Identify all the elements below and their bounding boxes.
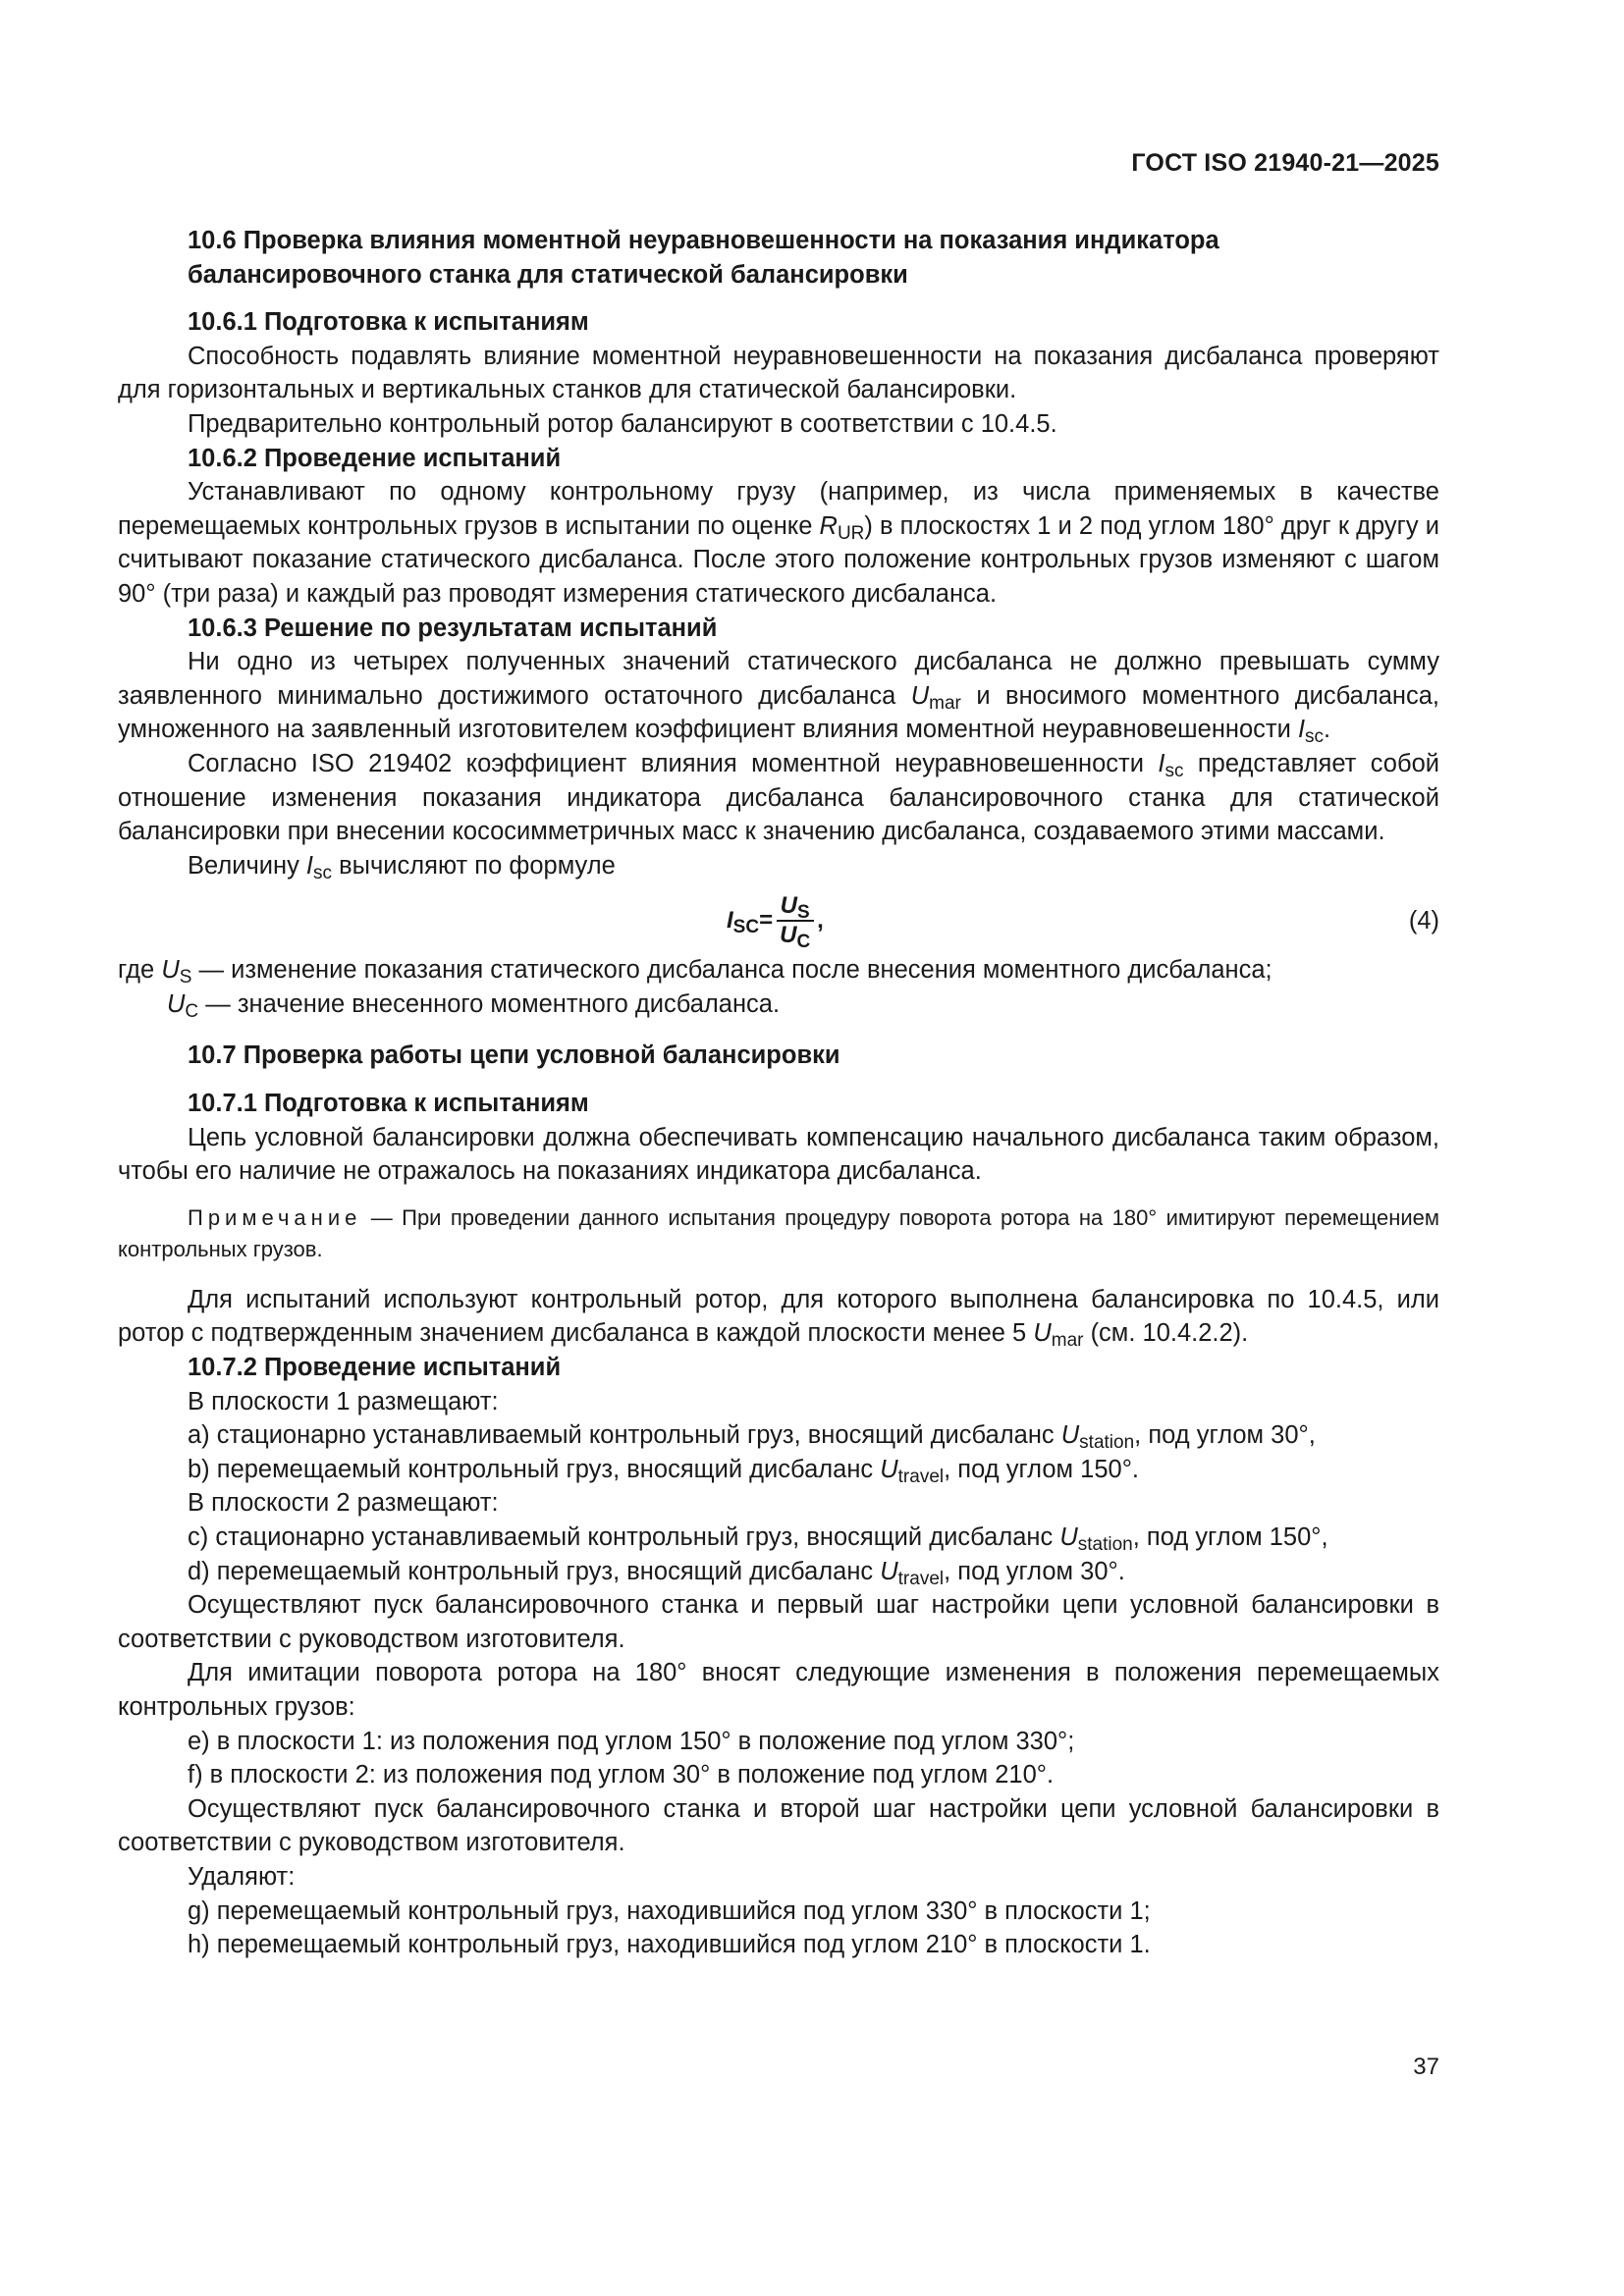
paragraph: Способность подавлять влияние моментной неуравновешенности на показания дисбаланса проверяют для горизонтальных и вертикальных станков для статической балансировки. (118, 342, 1439, 404)
section-title-line: 10.6 Проверка влияния моментной неуравновешенности на показания индикатора (188, 227, 1219, 254)
where-line: $U_C$ — значение внесенного моментного дисбаланса. (167, 989, 781, 1022)
section-10-7-title: 10.7 Проверка работы цепи условной балансировки (188, 1041, 840, 1070)
paragraph: Предварительно контрольный ротор балансируют в соответствии с 10.4.5. (188, 409, 1057, 438)
note: Примечание — При проведении данного испытания процедуру поворота ротора на 180° имитируют перемещением контрольных грузов. (118, 1204, 1439, 1261)
paragraph: Устанавливают по одному контрольному грузу (например, из числа применяемых в качестве перемещаемых контрольных грузов в испытании по оценке $R_{UR}$) в плоскостях 1 и 2 под углом 180° друг к другу и считывают показание статического дисбаланса. После этого положение контрольных грузов изменяют с шагом 90° (три раза) и каждый раз проводят измерения статического дисбаланса. (118, 478, 1439, 608)
formula-4: $I_{SC}$ = $\frac{U_S}{U_C}$ , (727, 892, 824, 953)
page-number: 37 (1413, 2054, 1439, 2080)
paragraph: Согласно ISO 219402 коэффициент влияния моментной неуравновешенности $I_{sc}$ представляет собой отношение изменения показания индикатора дисбаланса балансировочного станка для статической балансировки при внесении кососимметричных масс к значению дисбаланса, создаваемого этими массами. (118, 749, 1439, 846)
paragraph: Для испытаний используют контрольный ротор, для которого выполнена балансировка по 10.4.5, или ротор с подтвержденным значением дисбаланса в каждой плоскости менее 5 $U_{mar}$ (см. 10.4.2.2). (118, 1285, 1439, 1352)
list-item: b) перемещаемый контрольный груз, вносящий дисбаланс $U_{travel}$, под углом 150°. (188, 1455, 1139, 1487)
paragraph: В плоскости 1 размещают: (188, 1387, 499, 1415)
section-title-line: балансировочного станка для статической балансировки (188, 260, 908, 289)
formula-row (118, 886, 1439, 953)
list-item: d) перемещаемый контрольный груз, вносящий дисбаланс $U_{travel}$, под углом 30°. (188, 1557, 1125, 1589)
paragraph: Ни одно из четырех полученных значений статического дисбаланса не должно превышать сумму заявленного минимально достижимого остаточного дисбаланса $U_{mar}$ и вносимого моментного дисбаланса, умноженного на заявленный изготовителем коэффициент влияния моментной неуравновешенности $I_{sc}$. (118, 648, 1439, 748)
paragraph: Осуществляют пуск балансировочного станка и первый шаг настройки цепи условной балансировки в соответствии с руководством изготовителя. (118, 1591, 1439, 1653)
document-header: ГОСТ ISO 21940-21—2025 (1131, 149, 1439, 177)
paragraph: В плоскости 2 размещают: (188, 1489, 499, 1518)
subsection-10-6-3-title: 10.6.3 Решение по результатам испытаний (188, 614, 718, 642)
paragraph: Осуществляют пуск балансировочного станка и второй шаг настройки цепи условной балансировки в соответствии с руководством изготовителя. (118, 1794, 1439, 1857)
subsection-10-7-2-title: 10.7.2 Проведение испытаний (188, 1354, 562, 1382)
subsection-10-6-1-title: 10.6.1 Подготовка к испытаниям (188, 308, 589, 337)
fraction: $\frac{U_S}{U_C}$ (776, 894, 814, 947)
list-item: f) в плоскости 2: из положения под углом 30° в положение под углом 210°. (188, 1761, 1055, 1789)
section-10-6-title (118, 224, 1439, 292)
where-line: где $U_S$ — изменение показания статического дисбаланса после внесения моментного дисбаланса; (118, 956, 1272, 988)
paragraph: Цепь условной балансировки должна обеспечивать компенсацию начального дисбаланса таким образом, чтобы его наличие не отражалось на показаниях индикатора дисбаланса. (118, 1123, 1439, 1186)
list-item: g) перемещаемый контрольный груз, находившийся под углом 330° в плоскости 1; (188, 1896, 1151, 1925)
subsection-10-6-2-title: 10.6.2 Проведение испытаний (188, 444, 562, 472)
list-item: a) стационарно устанавливаемый контрольный груз, вносящий дисбаланс $U_{station}$, под углом 30°, (188, 1421, 1316, 1454)
paragraph: Для имитации поворота ротора на 180° вносят следующие изменения в положения перемещаемых контрольных грузов: (118, 1659, 1439, 1721)
paragraph: Величину $I_{sc}$ вычисляют по формуле (188, 851, 616, 883)
list-item: c) стационарно устанавливаемый контрольный груз, вносящий дисбаланс $U_{station}$, под углом 150°, (188, 1523, 1328, 1555)
list-item: h) перемещаемый контрольный груз, находившийся под углом 210° в плоскости 1. (188, 1931, 1151, 1959)
list-item: e) в плоскости 1: из положения под углом 150° в положение под углом 330°; (188, 1727, 1075, 1755)
subsection-10-7-1-title: 10.7.1 Подготовка к испытаниям (188, 1090, 589, 1118)
document-body (118, 224, 1439, 1962)
paragraph: Удаляют: (188, 1862, 296, 1891)
formula-number: (4) (1408, 907, 1439, 935)
